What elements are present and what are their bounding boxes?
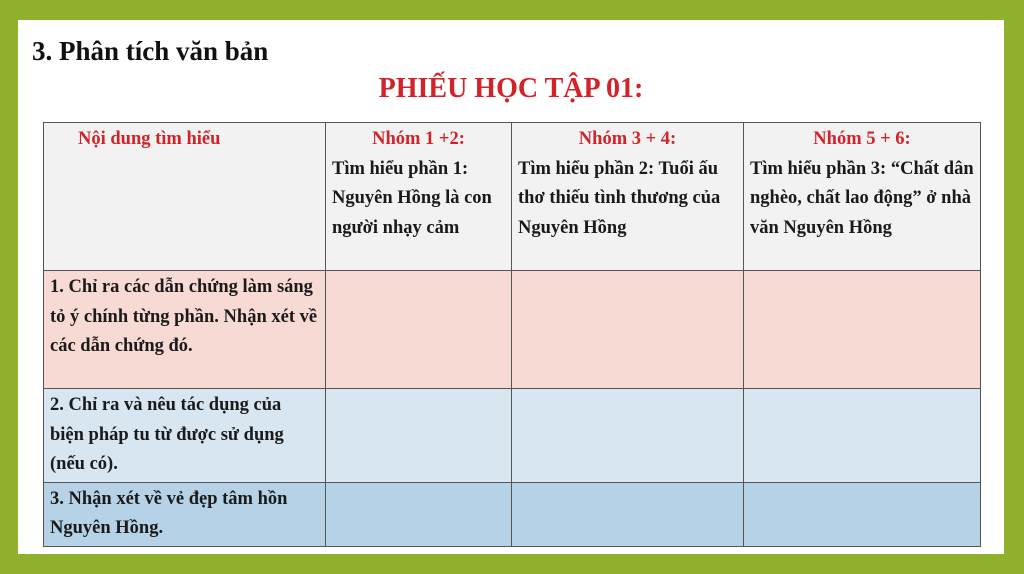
answer-cell	[326, 482, 512, 546]
group-name: Nhóm 5 + 6:	[813, 129, 911, 149]
answer-cell	[326, 271, 512, 389]
header-cell-group-3-4	[512, 123, 744, 271]
group-task: Tìm hiểu phần 2: Tuổi ấu thơ thiếu tình thương của Nguyên Hồng	[518, 158, 721, 238]
table-row	[44, 389, 981, 483]
slide	[18, 20, 1004, 554]
answer-cell	[512, 389, 744, 483]
header-cell-group-5-6	[744, 123, 981, 271]
worksheet-title: PHIẾU HỌC TẬP 01:	[378, 73, 644, 104]
answer-cell	[744, 271, 981, 389]
answer-cell	[326, 389, 512, 483]
row-label: 2. Chỉ ra và nêu tác dụng của biện pháp tu từ được sử dụng (nếu có).	[44, 389, 326, 483]
table-row	[44, 482, 981, 546]
answer-cell	[744, 482, 981, 546]
row-label: 1. Chỉ ra các dẫn chứng làm sáng tỏ ý chính từng phần. Nhận xét về các dẫn chứng đó.	[44, 271, 326, 389]
group-name: Nhóm 1 +2:	[372, 129, 465, 149]
answer-cell	[512, 271, 744, 389]
table-header-row	[44, 123, 981, 271]
answer-cell	[744, 389, 981, 483]
row-label: 3. Nhận xét về vẻ đẹp tâm hồn Nguyên Hồng.	[44, 482, 326, 546]
worksheet-table	[43, 122, 981, 547]
section-heading: 3. Phân tích văn bản	[32, 36, 269, 66]
group-name: Nhóm 3 + 4:	[578, 129, 677, 149]
group-task: Tìm hiểu phần 1: Nguyên Hồng là con người nhạy cảm	[332, 158, 492, 238]
table-row	[44, 271, 981, 389]
answer-cell	[512, 482, 744, 546]
header-cell-group-1-2	[326, 123, 512, 271]
group-task: Tìm hiểu phần 3: “Chất dân nghèo, chất lao động” ở nhà văn Nguyên Hồng	[750, 158, 974, 238]
header-cell-content	[44, 123, 326, 271]
header-label-content: Nội dung tìm hiểu	[78, 129, 221, 149]
